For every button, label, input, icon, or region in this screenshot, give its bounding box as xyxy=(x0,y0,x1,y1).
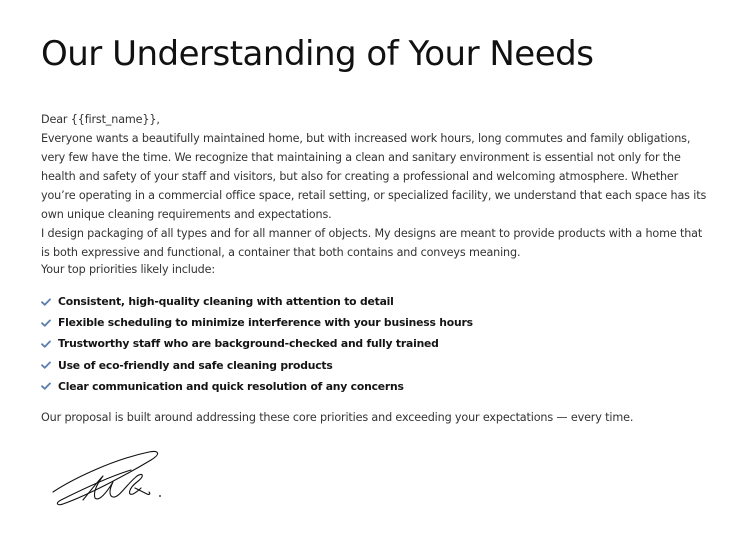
priority-label: Trustworthy staff who are background-checked and fully trained xyxy=(58,337,439,351)
list-item xyxy=(41,333,473,354)
priority-label: Clear communication and quick resolution of any concerns xyxy=(58,379,404,393)
priority-label: Flexible scheduling to minimize interference with your business hours xyxy=(58,316,473,330)
check-icon xyxy=(41,297,51,307)
signature-image xyxy=(51,446,163,506)
list-item xyxy=(41,291,473,312)
check-icon xyxy=(41,318,51,328)
check-icon xyxy=(41,360,51,370)
priority-label: Consistent, high-quality cleaning with attention to detail xyxy=(58,295,394,309)
priority-label: Use of eco-friendly and safe cleaning products xyxy=(58,358,333,372)
check-icon xyxy=(41,381,51,391)
list-item xyxy=(41,312,473,333)
paragraph-intro: Everyone wants a beautifully maintained home, but with increased work hours, long commutes and family obligations, very few have the time. We recognize that maintaining a clean and sanitary environment is essential not only for the health and safety of your staff and visitors, but also for creating a professional and welcoming atmosphere. Whether you’re operating in a commercial office space, retail setting, or specialized facility, we understand that each space has its own unique cleaning requirements and expectations. xyxy=(41,132,707,221)
priorities-list xyxy=(41,291,473,397)
check-icon xyxy=(41,339,51,349)
letter-body xyxy=(41,110,709,262)
paragraph-design: I design packaging of all types and for all manner of objects. My designs are meant to provide products with a home that is both expressive and functional, a container that both contains and conveys meaning. xyxy=(41,227,703,259)
list-item xyxy=(41,376,473,397)
closing-statement: Our proposal is built around addressing these core priorities and exceeding your expectations — every time. xyxy=(41,411,634,424)
priorities-intro: Your top priorities likely include: xyxy=(41,263,215,276)
greeting: Dear {{first_name}}, xyxy=(41,113,160,126)
list-item xyxy=(41,355,473,376)
page-title: Our Understanding of Your Needs xyxy=(41,34,594,74)
